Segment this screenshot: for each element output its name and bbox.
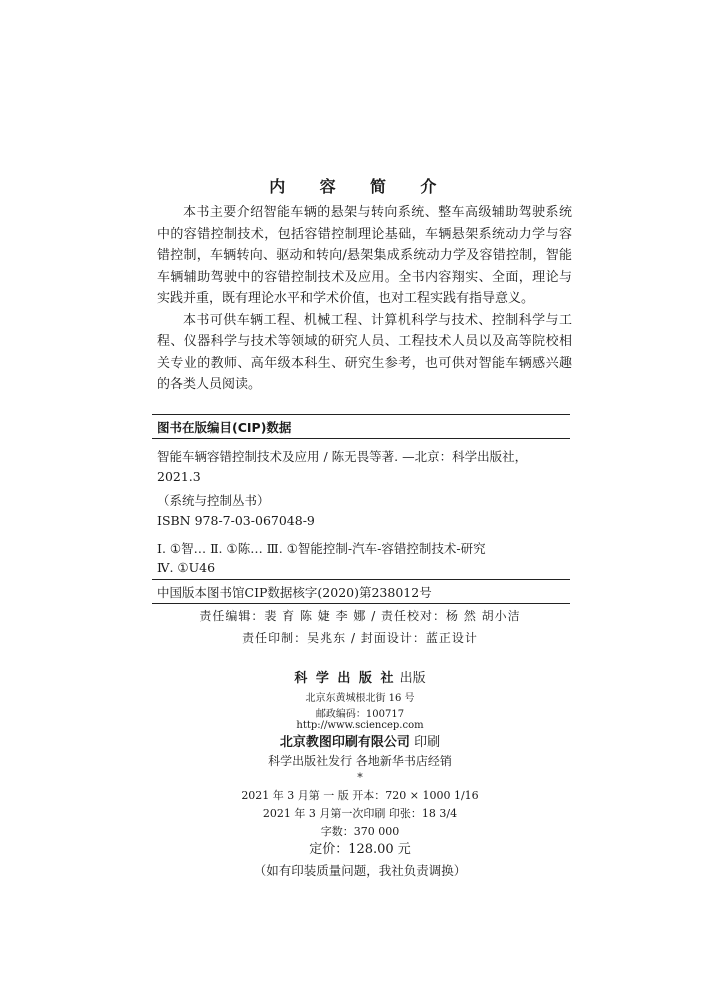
editor-credits: 责任编辑：裴 育 陈 婕 李 娜 / 责任校对：杨 然 胡小洁 <box>199 609 521 623</box>
cip-isbn: ISBN 978-7-03-067048-9 <box>157 513 315 528</box>
cip-header-rule <box>152 438 570 439</box>
cip-top-rule <box>152 414 570 415</box>
cip-classification-line-1: Ⅰ. ①智… Ⅱ. ①陈… Ⅲ. ①智能控制-汽车-容错控制技术-研究 <box>157 541 486 556</box>
word-count: 字数：370 000 <box>320 825 400 838</box>
printer-line <box>0 731 720 750</box>
summary-title: 内 容 简 介 <box>269 177 451 196</box>
summary-paragraph-2: 本书可供车辆工程、机械工程、计算机科学与技术、控制科学与工程、仪器科学与技术等领域的研究人员、工程技术人员以及高等院校相关专业的教师、高年级本科生、研究生参考，也可供对智能车辆感兴趣的各类人员阅读。 <box>157 312 572 392</box>
publisher-url: http://www.sciencep.com <box>296 720 424 731</box>
cip-book-line-1: 智能车辆容错控制技术及应用 / 陈无畏等著. —北京：科学出版社， <box>157 449 528 464</box>
quality-note: （如有印装质量问题，我社负责调换） <box>253 863 467 878</box>
cip-series: （系统与控制丛书） <box>157 493 270 508</box>
publisher-name: 科 学 出 版 社 <box>294 671 396 686</box>
printer-name: 北京教图印刷有限公司 <box>279 735 410 750</box>
printer-suffix: 印刷 <box>414 735 441 750</box>
edition-info: 2021 年 3 月第 一 版 开本：720 × 1000 1/16 <box>241 789 479 802</box>
publisher-suffix: 出版 <box>399 671 426 686</box>
cip-number: 中国版本图书馆CIP数据核字(2020)第238012号 <box>157 585 432 600</box>
cip-bottom-rule <box>152 603 570 604</box>
production-credits: 责任印制：吴兆东 / 封面设计：蓝正设计 <box>242 631 478 645</box>
price: 定价：128.00 元 <box>309 842 411 857</box>
separator-star: * <box>357 771 363 784</box>
printing-info: 2021 年 3 月第一次印刷 印张：18 3/4 <box>262 807 458 820</box>
distribution: 科学出版社发行 各地新华书店经销 <box>268 754 452 768</box>
publisher-line <box>0 667 720 686</box>
publisher-address: 北京东黄城根北街 16 号 <box>305 693 415 704</box>
summary-body <box>157 202 572 396</box>
summary-paragraph-1: 本书主要介绍智能车辆的悬架与转向系统、整车高级辅助驾驶系统中的容错控制技术，包括容错控制理论基础，车辆悬架系统动力学与容错控制，车辆转向、驱动和转向/悬架集成系统动力学及容错控制，智能车辆辅助驾驶中的容错控制技术及应用。全书内容翔实、全面，理论与实践并重，既有理论水平和学术价值，也对工程实践有指导意义。 <box>157 205 572 306</box>
cip-number-top-rule <box>152 579 570 580</box>
cip-book-line-2: 2021.3 <box>157 469 201 484</box>
cip-classification-line-2: Ⅳ. ①U46 <box>157 560 216 575</box>
cip-header: 图书在版编目(CIP)数据 <box>157 420 292 435</box>
publisher-postcode: 邮政编码：100717 <box>315 709 405 720</box>
